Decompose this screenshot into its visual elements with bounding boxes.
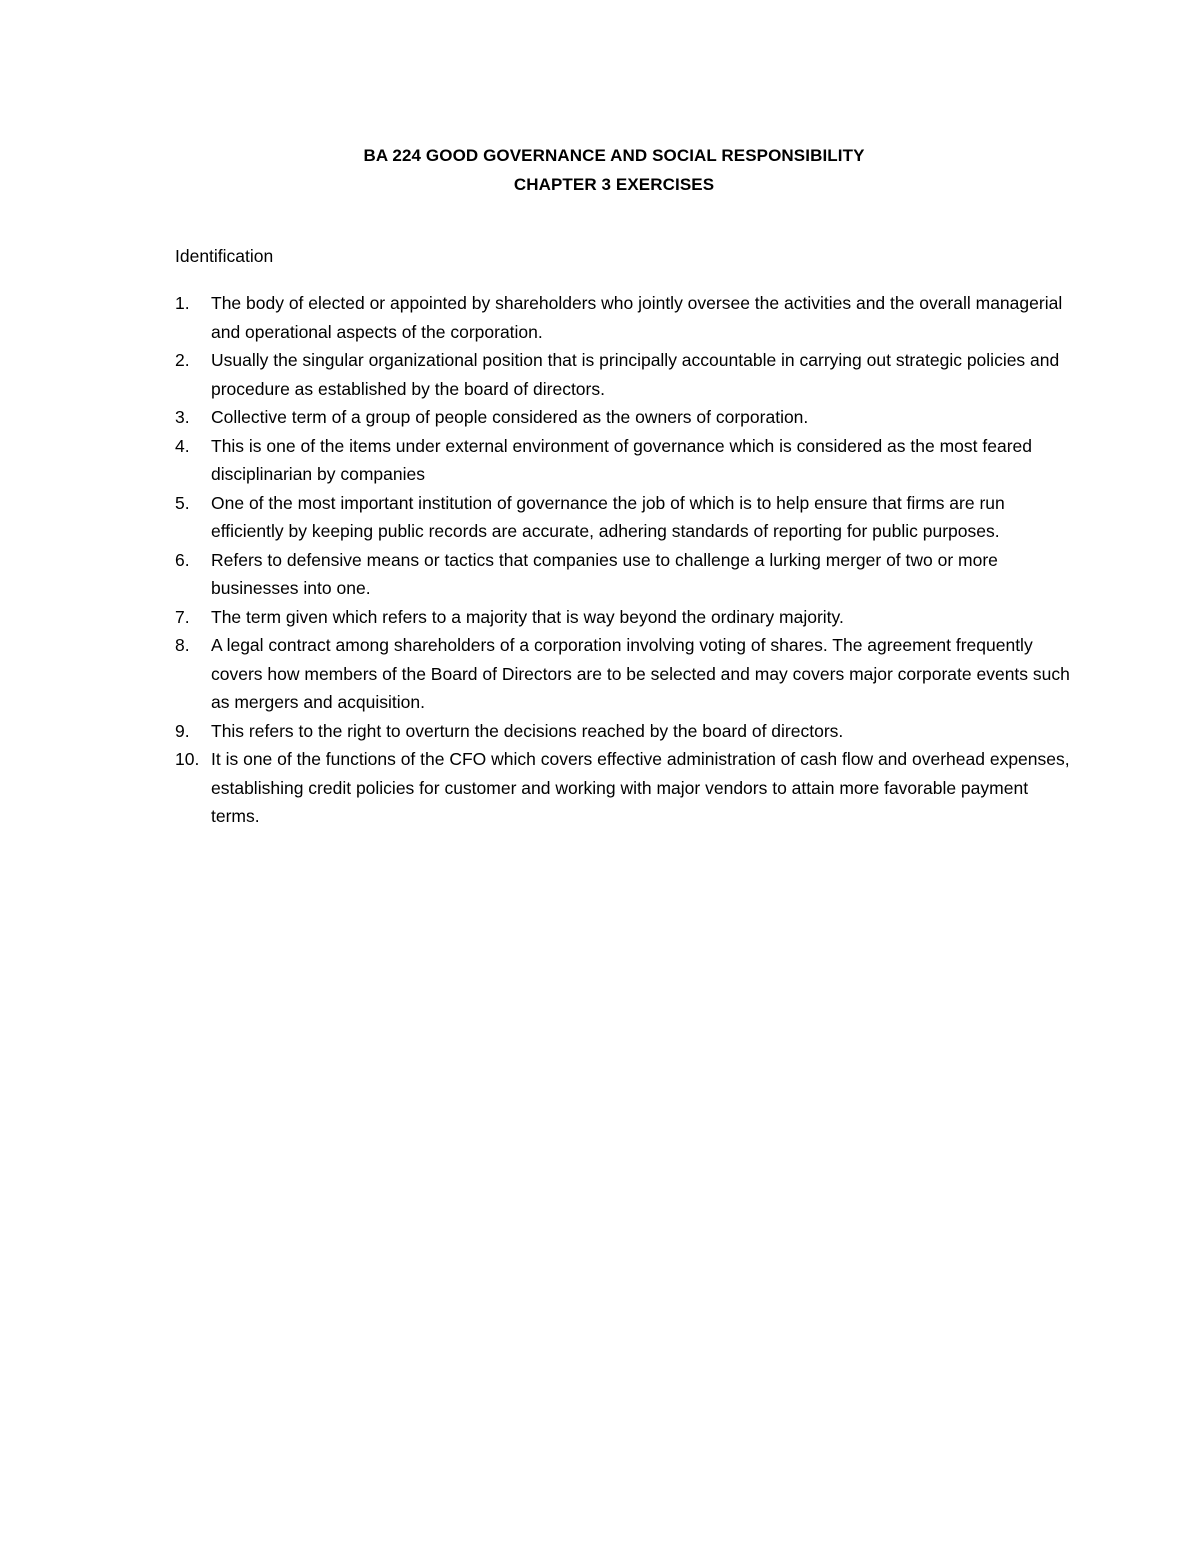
question-number: 7. — [175, 606, 190, 627]
question-item — [175, 717, 1075, 746]
question-text: Refers to defensive means or tactics that companies use to challenge a lurking merger of two or more businesses into one. — [211, 549, 998, 598]
question-text: This refers to the right to overturn the decisions reached by the board of directors. — [211, 720, 844, 741]
question-number: 2. — [175, 350, 190, 370]
question-text: One of the most important institution of governance the job of which is to help ensure that firms are run efficiently by keeping public records are accurate, adhering standards of reporting for public purposes. — [211, 492, 1005, 541]
question-item — [175, 289, 1075, 346]
question-item — [175, 546, 1075, 603]
question-number: 1. — [175, 293, 190, 313]
question-text: Usually the singular organizational position that is principally accountable in carrying out strategic policies and procedure as established by the board of directors. — [211, 350, 1060, 399]
question-number: 9. — [175, 720, 190, 741]
question-list — [175, 289, 1075, 831]
question-item — [175, 432, 1075, 489]
question-number: 4. — [175, 435, 190, 456]
question-number: 8. — [175, 635, 190, 655]
question-item — [175, 489, 1075, 546]
question-number: 10. — [175, 749, 200, 769]
document-title: BA 224 GOOD GOVERNANCE AND SOCIAL RESPONSIBILITY — [363, 146, 865, 165]
question-item — [175, 745, 1075, 831]
document-subtitle: CHAPTER 3 EXERCISES — [513, 175, 715, 194]
question-item — [175, 403, 1075, 432]
question-item — [175, 631, 1075, 717]
section-heading: Identification — [175, 246, 274, 266]
question-item — [175, 603, 1075, 632]
question-text: The body of elected or appointed by shareholders who jointly oversee the activities and the overall managerial and operational aspects of the corporation. — [211, 293, 1063, 342]
question-number: 5. — [175, 492, 190, 513]
question-text: Collective term of a group of people considered as the owners of corporation. — [211, 407, 809, 427]
question-number: 6. — [175, 549, 190, 570]
question-text: The term given which refers to a majority that is way beyond the ordinary majority. — [211, 606, 844, 627]
question-text: It is one of the functions of the CFO which covers effective administration of cash flow and overhead expenses, establishing credit policies for customer and working with major vendors to attain more favorable payment terms. — [211, 749, 1070, 826]
question-item — [175, 346, 1075, 403]
question-text: A legal contract among shareholders of a corporation involving voting of shares. The agreement frequently covers how members of the Board of Directors are to be selected and may covers major corporate events such as mergers and acquisition. — [211, 635, 1070, 712]
question-text: This is one of the items under external environment of governance which is considered as the most feared disciplinarian by companies — [211, 435, 1032, 484]
question-number: 3. — [175, 407, 190, 427]
